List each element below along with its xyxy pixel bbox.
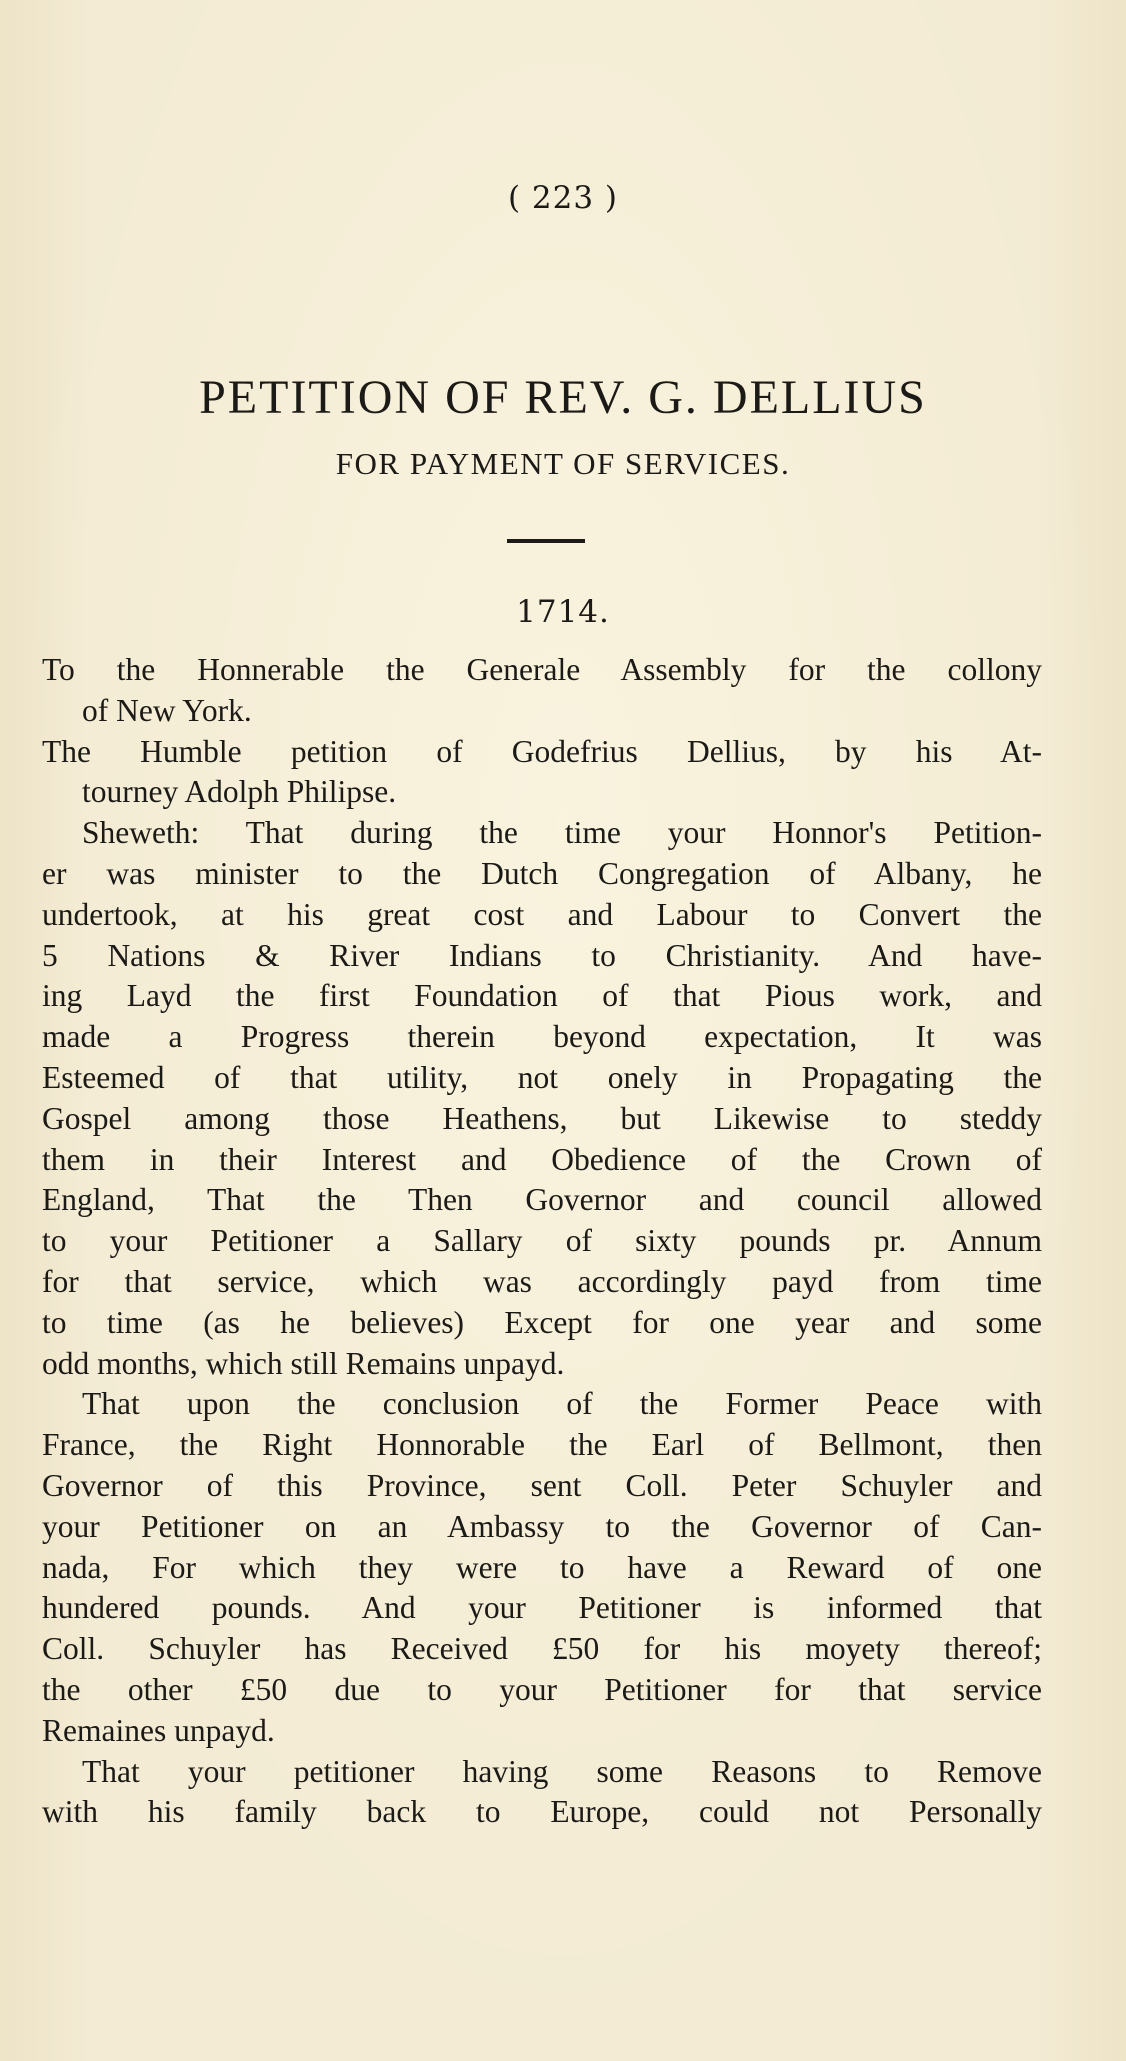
text-line: of New York. bbox=[82, 692, 252, 728]
text-line: to your Petitioner a Sallary of sixty pounds pr. Annum bbox=[42, 1223, 1042, 1259]
text-line: ing Layd the first Foundation of that Pious work, and bbox=[42, 978, 1042, 1014]
text-line: er was minister to the Dutch Congregation of Albany, he bbox=[42, 855, 1042, 891]
text-line: with his family back to Europe, could not Personally bbox=[42, 1794, 1042, 1830]
text-line: 5 Nations & River Indians to Christianity. And have- bbox=[42, 937, 1042, 973]
text-line: hundered pounds. And your Petitioner is informed that bbox=[42, 1590, 1042, 1626]
text-line: That your petitioner having some Reasons to Remove bbox=[82, 1753, 1042, 1789]
text-line: Sheweth: That during the time your Honnor's Petition- bbox=[82, 815, 1042, 851]
document-title: PETITION OF REV. G. DELLIUS bbox=[199, 371, 927, 424]
page-number: ( 223 ) bbox=[507, 180, 619, 216]
text-line: your Petitioner on an Ambassy to the Governor of Can- bbox=[42, 1508, 1042, 1544]
text-line: To the Honnerable the Generale Assembly for the collony bbox=[42, 652, 1042, 687]
text-line: Governor of this Province, sent Coll. Peter Schuyler and bbox=[42, 1467, 1042, 1503]
text-line: tourney Adolph Philipse. bbox=[82, 774, 397, 810]
document-year: 1714. bbox=[516, 594, 610, 630]
text-line: France, the Right Honnorable the Earl of Bellmont, then bbox=[42, 1427, 1042, 1463]
text-line: Coll. Schuyler has Received £50 for his moyety thereof; bbox=[42, 1631, 1042, 1667]
text-line: That upon the conclusion of the Former Peace with bbox=[82, 1386, 1042, 1422]
text-line: nada, For which they were to have a Reward of one bbox=[42, 1549, 1042, 1585]
text-line: undertook, at his great cost and Labour to Convert the bbox=[42, 896, 1042, 932]
text-line: The Humble petition of Godefrius Dellius, by his At- bbox=[42, 733, 1042, 769]
text-line: them in their Interest and Obedience of the Crown of bbox=[42, 1141, 1042, 1177]
text-line: Esteemed of that utility, not onely in Propagating the bbox=[42, 1059, 1042, 1095]
text-line: Remaines unpayd. bbox=[42, 1712, 275, 1748]
text-line: for that service, which was accordingly payd from time bbox=[42, 1263, 1042, 1299]
title-divider bbox=[507, 539, 585, 543]
document-subtitle: FOR PAYMENT OF SERVICES. bbox=[335, 446, 791, 481]
petition-body bbox=[42, 650, 1042, 1833]
text-line: odd months, which still Remains unpayd. bbox=[42, 1345, 565, 1381]
text-line: Gospel among those Heathens, but Likewise to steddy bbox=[42, 1100, 1042, 1136]
text-line: England, That the Then Governor and council allowed bbox=[42, 1182, 1042, 1218]
text-line: to time (as he believes) Except for one year and some bbox=[42, 1304, 1042, 1340]
text-line: the other £50 due to your Petitioner for that service bbox=[42, 1671, 1042, 1707]
text-line: made a Progress therein beyond expectation, It was bbox=[42, 1019, 1042, 1055]
